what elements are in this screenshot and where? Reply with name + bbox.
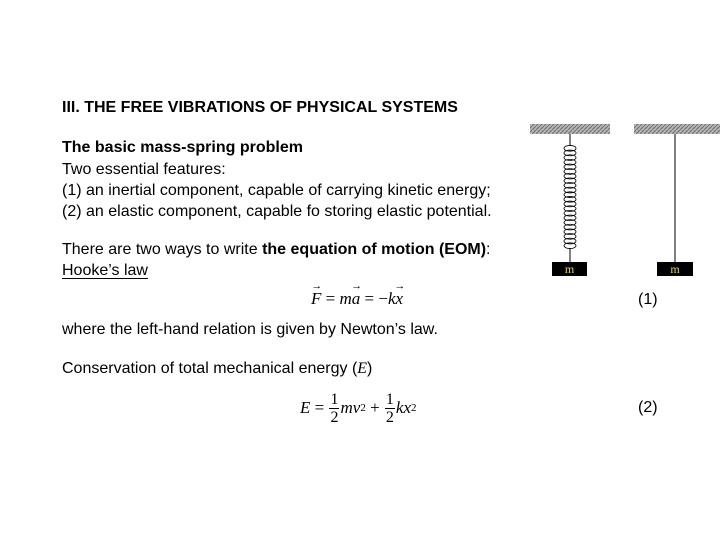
feature-2: (2) an elastic component, capable fo storing elastic potential. — [62, 203, 492, 220]
conservation-post: ) — [367, 360, 373, 377]
mass-label-spring: m — [564, 262, 575, 276]
eq2-equals: = — [310, 398, 329, 417]
eom-intro — [62, 240, 491, 260]
eq2-plus: + — [365, 398, 384, 417]
features-intro: Two essential features: — [62, 161, 226, 178]
mass-label-string: m — [670, 262, 680, 276]
eq2-velocity: v — [352, 398, 361, 417]
newton-note: where the left-hand relation is given by Newton’s law. — [62, 321, 438, 338]
conservation-heading — [62, 359, 372, 379]
eq2-displacement: x — [403, 398, 411, 417]
eq1-force: F → — [311, 289, 321, 309]
eq1-k: k — [387, 289, 396, 308]
eq2-half-a-den: 2 — [330, 408, 339, 426]
eom-intro-bold: the equation of motion (EOM) — [262, 241, 487, 258]
equation-1-number: (1) — [638, 291, 658, 308]
eq1-mass: m — [339, 289, 352, 308]
hookes-law-heading: Hooke’s law — [62, 262, 148, 279]
ceiling-right — [634, 124, 720, 134]
eq2-half-b — [385, 391, 395, 426]
eq2-mass: m — [340, 398, 353, 417]
eq2-half-b-num: 1 — [385, 390, 394, 408]
section-title: III. THE FREE VIBRATIONS OF PHYSICAL SYSTEMS — [62, 99, 458, 116]
eq2-half-a — [329, 391, 339, 426]
mass-spring-figure — [528, 118, 720, 282]
equation-2-number: (2) — [638, 399, 658, 416]
eq1-equals-a: = — [321, 289, 340, 308]
subsection-title: The basic mass-spring problem — [62, 139, 303, 156]
eom-intro-post: : — [486, 241, 491, 258]
feature-1: (1) an inertial component, capable of carrying kinetic energy; — [62, 182, 491, 199]
ceiling-left — [530, 124, 610, 134]
eq2-energy: E — [300, 398, 311, 417]
eq2-half-b-den: 2 — [385, 408, 394, 426]
eq2-k: k — [395, 398, 404, 417]
equation-2: E = $\frac{1}{2}$ m v 2 + $\frac{1}{2}$ k x 2 — [300, 390, 417, 426]
equation-1 — [311, 289, 403, 309]
eq1-acceleration: a → — [352, 289, 361, 309]
eq1-displacement: x → — [396, 289, 404, 309]
eom-intro-pre: There are two ways to write — [62, 241, 263, 258]
conservation-pre: Conservation of total mechanical energy ( — [62, 360, 358, 377]
spring-coil — [564, 145, 576, 248]
conservation-energy-symbol: E — [357, 360, 368, 377]
eq1-equals-b: = − — [360, 289, 388, 308]
eq2-half-a-num: 1 — [330, 390, 339, 408]
